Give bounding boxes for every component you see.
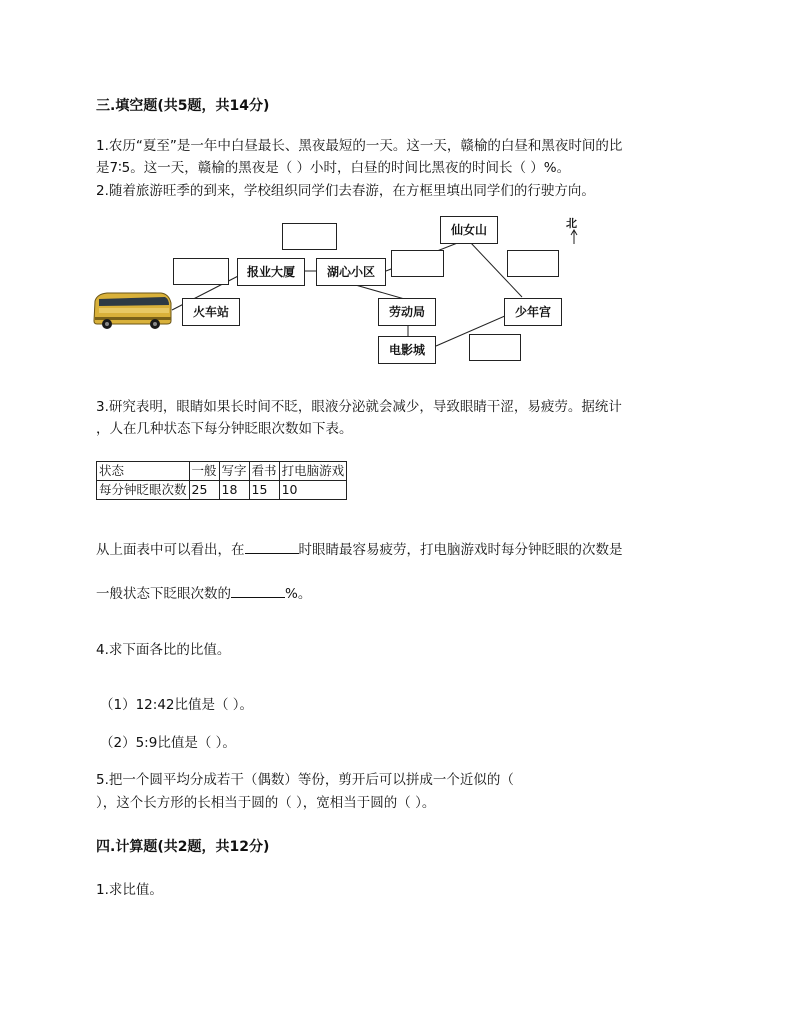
question-3-line-1: 3.研究表明，眼睛如果长时间不眨，眼液分泌就会减少，导致眼睛干涩，易疲劳。据统计 [96, 399, 622, 415]
question-3-fill-line-2 [96, 583, 311, 604]
table-cell: 25 [189, 481, 219, 500]
table-header-cell: 看书 [249, 462, 279, 481]
section-title: 三.填空题(共5题，共14分) [96, 98, 270, 114]
question-3-fill-line-1 [96, 539, 623, 560]
section-title: 四.计算题(共2题，共12分) [96, 839, 270, 855]
place-xiannvshan: 仙女山 [440, 216, 498, 244]
direction-answer-box[interactable] [173, 258, 229, 285]
direction-answer-box[interactable] [391, 250, 444, 277]
question-1-line-2: 是7∶5。这一天，赣榆的黑夜是（ ）小时，白昼的时间比黑夜的时间长（ ）%。 [96, 160, 571, 176]
answer-blank[interactable] [231, 583, 285, 598]
table-cell: 10 [279, 481, 347, 500]
place-train-station: 火车站 [182, 298, 240, 326]
bus-icon [91, 291, 173, 331]
direction-answer-box[interactable] [469, 334, 521, 361]
table-cell: 18 [219, 481, 249, 500]
place-cinema: 电影城 [378, 336, 436, 364]
question-5-line-2: ），这个长方形的长相当于圆的（ ），宽相当于圆的（ ）。 [96, 795, 436, 811]
north-label: 北 [566, 217, 577, 230]
question-2-text: 2.随着旅游旺季的到来，学校组织同学们去春游，在方框里填出同学们的行驶方向。 [96, 183, 595, 199]
direction-answer-box[interactable] [282, 223, 337, 250]
answer-blank[interactable] [245, 539, 299, 554]
table-row [97, 462, 347, 481]
question-5-line-1: 5.把一个圆平均分成若干（偶数）等份，剪开后可以拼成一个近似的（ [96, 772, 514, 788]
place-youth-palace: 少年宫 [504, 298, 562, 326]
table-header-cell: 一般 [189, 462, 219, 481]
fill-text: 一般状态下眨眼次数的 [96, 586, 231, 602]
fill-text: 时眼睛最容易疲劳，打电脑游戏时每分钟眨眼的次数是 [298, 542, 623, 558]
north-arrow-icon [569, 229, 579, 245]
place-labor-bureau: 劳动局 [378, 298, 436, 326]
place-baoye-building: 报业大厦 [237, 258, 305, 286]
table-header-cell: 写字 [219, 462, 249, 481]
question-1-line-1: 1.农历“夏至”是一年中白昼最长、黑夜最短的一天。这一天，赣榆的白昼和黑夜时间的比 [96, 138, 623, 154]
place-huxin-community: 湖心小区 [316, 258, 386, 286]
table-header-cell: 打电脑游戏 [279, 462, 347, 481]
table-cell: 15 [249, 481, 279, 500]
blink-rate-table [96, 461, 347, 500]
table-cell: 每分钟眨眼次数 [97, 481, 190, 500]
question-4-item-1: （1）12:42比值是（ ）。 [100, 697, 254, 713]
direction-answer-box[interactable] [507, 250, 559, 277]
table-row [97, 481, 347, 500]
fill-text: %。 [285, 586, 312, 602]
question-4-item-2: （2）5:9比值是（ ）。 [100, 735, 236, 751]
question-3-line-2: ，人在几种状态下每分钟眨眼次数如下表。 [96, 421, 353, 437]
fill-text: 从上面表中可以看出，在 [96, 542, 245, 558]
calc-question-1: 1.求比值。 [96, 882, 163, 898]
question-4-title: 4.求下面各比的比值。 [96, 642, 231, 658]
table-header-cell: 状态 [97, 462, 190, 481]
